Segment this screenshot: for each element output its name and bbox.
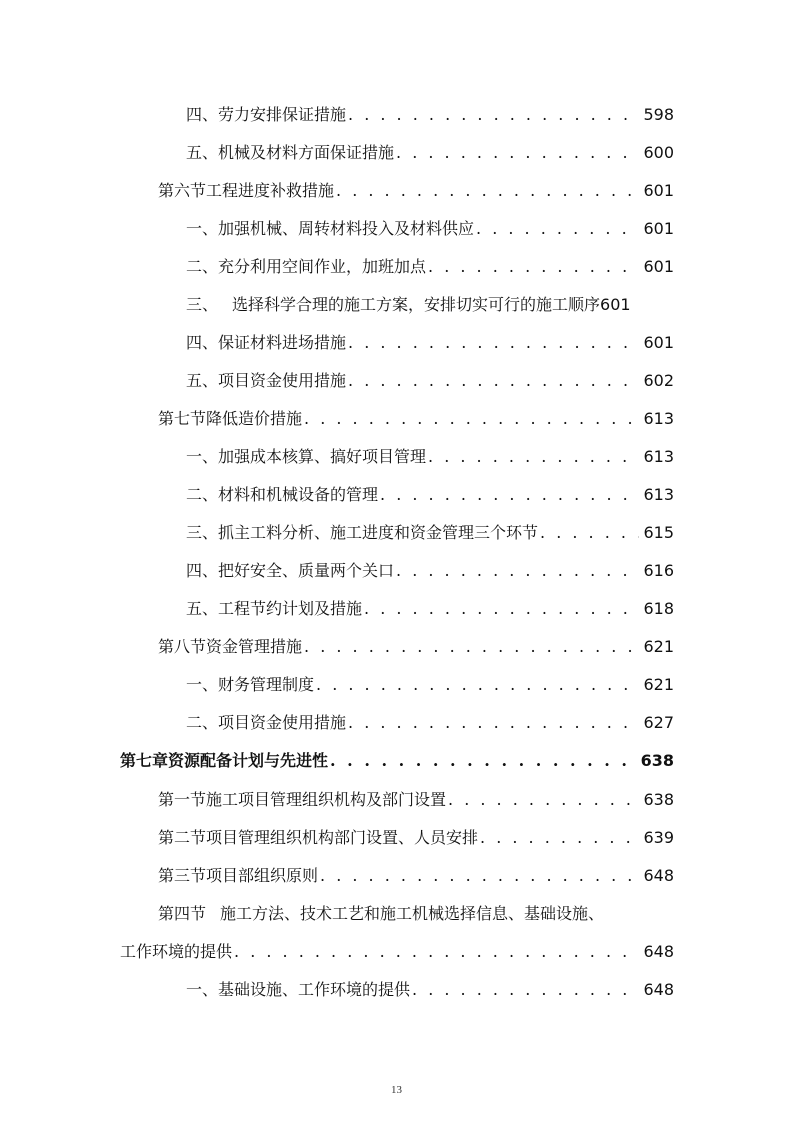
toc-entry-title: 加强成本核算、搞好项目管理	[218, 447, 427, 466]
toc-entry-number: 二、	[186, 485, 219, 504]
toc-entry-number: 第八节	[158, 637, 207, 656]
toc-entry-number: 第三节	[158, 866, 207, 885]
toc-entry-page: 601	[643, 181, 674, 200]
toc-entry-title: 项目资金使用措施	[218, 713, 347, 732]
toc-entry	[186, 295, 688, 315]
toc-entry	[158, 181, 674, 201]
toc-entry-page: 618	[643, 599, 674, 618]
toc-entry-title: 充分利用空间作业，加班加点	[218, 257, 427, 276]
dot-leader	[412, 980, 639, 1000]
dot-leader	[348, 371, 639, 391]
dot-leader	[448, 790, 639, 810]
toc-entry-number: 四、	[186, 561, 219, 580]
toc-entry-title: 施工方法、技术工艺和施工机械选择信息、基础设施、	[220, 904, 605, 923]
toc-entry	[158, 637, 674, 657]
toc-entry	[158, 828, 674, 848]
toc-entry-number: 第七节	[158, 409, 207, 428]
dot-leader	[348, 713, 639, 733]
toc-entry-number: 第六节	[158, 181, 207, 200]
toc-entry	[186, 713, 674, 733]
toc-entry-page: 616	[643, 561, 674, 580]
toc-entry	[186, 675, 674, 695]
dot-leader	[348, 333, 639, 353]
toc-entry-title: 选择科学合理的施工方案，安排切实可行的施工顺序	[232, 295, 601, 314]
toc-entry-number: 四、	[186, 105, 219, 124]
toc-entry-wrapped-line1	[158, 904, 688, 924]
toc-entry-title: 劳力安排保证措施	[218, 105, 347, 124]
toc-entry-number: 二、	[186, 257, 219, 276]
toc-entry-number: 四、	[186, 333, 219, 352]
toc-entry-title: 把好安全、质量两个关口	[218, 561, 395, 580]
dot-leader	[476, 219, 639, 239]
toc-entry-page: 621	[643, 675, 674, 694]
toc-entry-wrapped-line2	[120, 942, 674, 962]
toc-entry-title: 施工项目管理组织机构及部门设置	[206, 790, 447, 809]
toc-entry-page: 648	[643, 866, 674, 885]
dot-leader	[330, 751, 637, 771]
toc-entry	[186, 257, 674, 277]
toc-entry-page: 600	[643, 143, 674, 162]
toc-entry-page: 613	[643, 485, 674, 504]
toc-entry-title: 资源配备计划与先进性	[168, 751, 329, 770]
toc-entry-page: 615	[643, 523, 674, 542]
dot-leader	[234, 942, 639, 962]
toc-entry-title: 财务管理制度	[218, 675, 315, 694]
toc-entry	[186, 561, 674, 581]
toc-entry-page: 598	[643, 105, 674, 124]
toc-entry-title: 基础设施、工作环境的提供	[218, 980, 411, 999]
toc-entry-title: 资金管理措施	[206, 637, 303, 656]
toc-entry-page: 613	[643, 447, 674, 466]
toc-entry-page: 613	[643, 409, 674, 428]
toc-entry-number: 第七章	[120, 751, 169, 770]
toc-entry-page: 601	[643, 333, 674, 352]
toc-entry-title: 项目部组织原则	[206, 866, 319, 885]
toc-entry	[186, 523, 674, 543]
toc-entry-number: 一、	[186, 447, 219, 466]
toc-entry	[186, 599, 674, 619]
toc-entry	[186, 485, 674, 505]
toc-entry-number: 一、	[186, 219, 219, 238]
toc-entry-number: 一、	[186, 675, 219, 694]
toc-entry-title: 加强机械、周转材料投入及材料供应	[218, 219, 475, 238]
toc-entry	[158, 790, 674, 810]
dot-leader	[396, 561, 639, 581]
dot-leader	[304, 409, 639, 429]
toc-chapter-entry	[120, 751, 674, 771]
dot-leader	[348, 105, 639, 125]
toc-entry	[186, 143, 674, 163]
dot-leader	[540, 523, 639, 543]
toc-entry	[158, 866, 674, 886]
toc-entry	[186, 371, 674, 391]
page-number-footer: 13	[391, 1084, 402, 1096]
toc-entry-number: 五、	[186, 599, 219, 618]
toc-entry-page: 602	[643, 371, 674, 390]
toc-entry-title: 项目资金使用措施	[218, 371, 347, 390]
toc-entry-title-continuation: 工作环境的提供	[120, 942, 233, 961]
toc-entry-page: 638	[640, 751, 674, 770]
dot-leader	[316, 675, 639, 695]
toc-entry-title: 材料和机械设备的管理	[218, 485, 379, 504]
dot-leader	[428, 447, 639, 467]
toc-entry-page: 601	[643, 219, 674, 238]
toc-entry	[186, 980, 674, 1000]
toc-entry-page: 638	[643, 790, 674, 809]
toc-entry-title: 降低造价措施	[206, 409, 303, 428]
toc-entry	[158, 409, 674, 429]
dot-leader	[380, 485, 639, 505]
toc-entry-page: 648	[643, 942, 674, 961]
toc-entry-number: 三、	[186, 295, 219, 314]
toc-entry-number: 第四节	[158, 904, 207, 923]
toc-entry	[186, 333, 674, 353]
dot-leader	[480, 828, 639, 848]
toc-entry-number: 五、	[186, 143, 219, 162]
toc-entry-page: 648	[643, 980, 674, 999]
toc-entry-number: 一、	[186, 980, 219, 999]
toc-entry-title: 抓主工料分析、施工进度和资金管理三个环节	[218, 523, 539, 542]
toc-entry-page: 601	[600, 295, 631, 314]
toc-entry	[186, 447, 674, 467]
toc-entry	[186, 219, 674, 239]
toc-entry-page: 601	[643, 257, 674, 276]
toc-entry-number: 五、	[186, 371, 219, 390]
toc-entry-number: 三、	[186, 523, 219, 542]
toc-entry-title: 保证材料进场措施	[218, 333, 347, 352]
toc-entry-number: 第一节	[158, 790, 207, 809]
toc-entry-number: 第二节	[158, 828, 207, 847]
dot-leader	[320, 866, 639, 886]
dot-leader	[396, 143, 639, 163]
toc-entry-page: 627	[643, 713, 674, 732]
dot-leader	[304, 637, 639, 657]
toc-entry-number: 二、	[186, 713, 219, 732]
toc-entry-title: 工程进度补救措施	[206, 181, 335, 200]
toc-entry-page: 621	[643, 637, 674, 656]
toc-entry	[186, 105, 674, 125]
dot-leader	[336, 181, 639, 201]
toc-entry-page: 639	[643, 828, 674, 847]
dot-leader	[364, 599, 639, 619]
toc-entry-title: 工程节约计划及措施	[218, 599, 363, 618]
toc-entry-title: 项目管理组织机构部门设置、人员安排	[206, 828, 479, 847]
toc-entry-title: 机械及材料方面保证措施	[218, 143, 395, 162]
dot-leader	[428, 257, 639, 277]
